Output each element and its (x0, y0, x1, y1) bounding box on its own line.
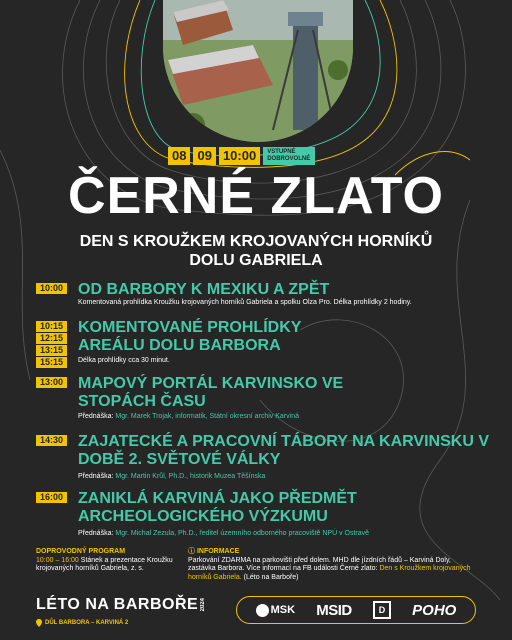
description-label: Přednáška: (78, 413, 116, 420)
time-column (36, 435, 67, 446)
description-label: Přednáška: (78, 530, 116, 537)
side-program-desc: Stánek a prezentace Kroužku krojovaných horníků Gabriela, z. s. (36, 556, 173, 572)
time-column (36, 492, 67, 503)
msk-logo-text: MSK (270, 604, 296, 616)
time-badge: 12:15 (36, 333, 67, 344)
info-text-part: (Léto na Barboře) (241, 573, 299, 581)
program-title: MAPOVÝ PORTÁL KARVINSKO VE STOPÁCH ČASU (78, 375, 344, 410)
time-column (36, 377, 67, 388)
info-block (188, 548, 478, 582)
side-program-label: DOPROVODNÝ PROGRAM (36, 548, 126, 555)
speaker-name: Mgr. Michal Zezula, Ph.D., ředitel územního odborného pracoviště NPÚ v Ostravě (115, 530, 370, 537)
location-pin-icon (36, 619, 42, 627)
info-text (188, 557, 478, 583)
program-description: Délka prohlídky cca 30 minut. (78, 357, 170, 364)
side-program-text (36, 557, 186, 574)
location (36, 619, 128, 627)
time-badge: 10:15 (36, 321, 67, 332)
date-month: 09 (193, 147, 215, 165)
time-badge: 14:30 (36, 435, 67, 446)
date-time-row (168, 147, 315, 165)
side-program-block (36, 548, 186, 574)
diamo-logo: D (373, 601, 391, 619)
program-description: Komentovaná prohlídka Kroužku krojovaných horníků Gabriela a spolku Olza Pro. Délka prohlídky 2 hodiny. (78, 299, 412, 306)
msk-emblem-icon (256, 604, 269, 617)
start-time: 10:00 (219, 147, 260, 165)
event-title: ČERNÉ ZLATO (68, 167, 444, 225)
time-badge: 15:15 (36, 357, 67, 368)
speaker-name: Mgr. Martin Krůl, Ph.D., historik Muzea Těšínska (115, 473, 266, 480)
info-label: ⓘ INFORMACE (188, 548, 240, 555)
program-title: ZANIKLÁ KARVINÁ JAKO PŘEDMĚT ARCHEOLOGICKÉHO VÝZKUMU (78, 490, 357, 525)
speaker-name: Mgr. Marek Trojak, informatik, Státní okresní archiv Karviná (115, 413, 299, 420)
program-title: ZAJATECKÉ A PRACOVNÍ TÁBORY NA KARVINSKU V DOBĚ 2. SVĚTOVÉ VÁLKY (78, 433, 489, 468)
description-label: Přednáška: (78, 473, 116, 480)
program-description (78, 472, 512, 481)
series-title: LÉTO NA BARBOŘE (36, 596, 199, 613)
time-badge: 16:00 (36, 492, 67, 503)
date-day: 08 (168, 147, 190, 165)
program-description (78, 412, 512, 421)
event-subtitle: DEN S KROUŽKEM KROJOVANÝCH HORNÍKŮ DOLU GABRIELA (79, 233, 433, 269)
facebook-event-link[interactable]: Den s Kroužkem krojovaných horníků Gabriela. (188, 565, 471, 581)
info-text-part: Parkování ZDARMA na parkovišti před dolem. MHD dle jízdních řádů – Karviná Doly, zastávka Barbora. Více informací na FB události Černé zlato: (188, 556, 451, 572)
time-column (36, 283, 67, 294)
program-title: KOMENTOVANÉ PROHLÍDKY AREÁLU DOLU BARBORA (78, 319, 302, 354)
side-program-time: 10:00 – 16:00 (36, 556, 79, 564)
time-badge: 13:15 (36, 345, 67, 356)
location-text: DŮL BARBORA – KARVINÁ 2 (45, 620, 129, 626)
time-badge: 10:00 (36, 283, 67, 294)
partner-logos (236, 596, 476, 624)
poho-logo: POHO (412, 601, 457, 619)
time-badge: 13:00 (36, 377, 67, 388)
msk-logo (256, 604, 295, 617)
program-title: OD BARBORY K MEXIKU A ZPĚT (78, 281, 330, 298)
free-entry-badge: VSTUPNÉ DOBROVOLNÉ (263, 147, 315, 165)
time-column (36, 321, 67, 368)
msid-logo: MSID (316, 601, 352, 619)
program-description (78, 529, 512, 538)
series-year: 2024 (200, 598, 206, 612)
